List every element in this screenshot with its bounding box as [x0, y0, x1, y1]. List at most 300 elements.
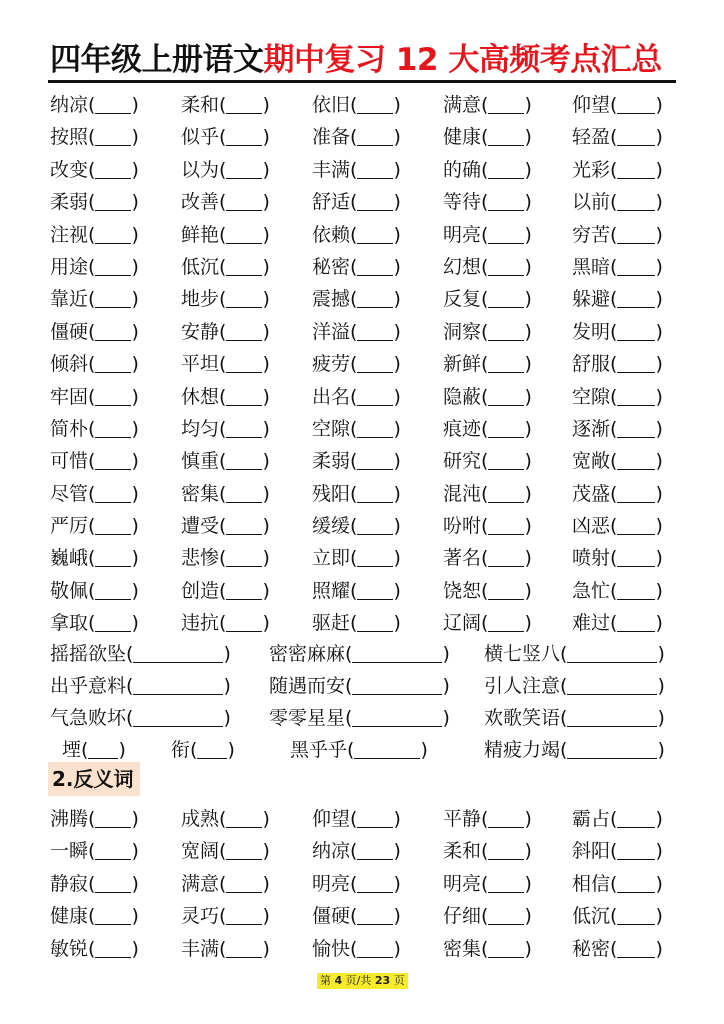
word-item: 秘密( ) — [572, 937, 663, 960]
answer-blank[interactable] — [357, 514, 393, 535]
word-item: 靠近( ) — [50, 288, 139, 311]
word-item: 僵硬( ) — [312, 905, 401, 928]
word-text: 成熟 — [181, 808, 220, 830]
answer-blank[interactable] — [357, 93, 393, 114]
word-item: 残阳( ) — [312, 482, 401, 505]
word-item: 凶恶( ) — [572, 515, 663, 538]
word-text: 柔和 — [443, 840, 482, 863]
answer-blank[interactable] — [95, 352, 131, 373]
word-item: 健康( ) — [50, 905, 139, 928]
word-text: 反复 — [443, 288, 482, 311]
answer-blank[interactable] — [226, 93, 262, 114]
word-item: 休想( ) — [181, 385, 270, 408]
word-text: 违抗 — [181, 612, 220, 635]
word-item: 平坦( ) — [181, 353, 270, 376]
answer-blank[interactable] — [617, 904, 655, 925]
answer-blank[interactable] — [488, 514, 524, 535]
word-text: 严厉 — [50, 515, 89, 538]
answer-blank[interactable] — [226, 611, 262, 632]
answer-blank[interactable] — [357, 579, 393, 600]
answer-blank[interactable] — [617, 807, 655, 828]
answer-blank[interactable] — [617, 287, 655, 308]
answer-blank[interactable] — [226, 546, 262, 567]
word-text: 宽阔 — [181, 840, 220, 863]
answer-blank[interactable] — [95, 839, 131, 860]
answer-blank[interactable] — [226, 482, 262, 503]
answer-blank[interactable] — [357, 611, 393, 632]
page-title — [50, 34, 690, 79]
answer-blank[interactable] — [488, 158, 524, 179]
answer-blank[interactable] — [357, 482, 393, 503]
idiom-row — [50, 670, 690, 702]
word-text: 茂盛 — [572, 482, 611, 505]
word-item: 改善( ) — [181, 191, 270, 214]
word-text: 难过 — [572, 612, 611, 635]
word-text: 等待 — [443, 191, 482, 214]
word-text: 著名 — [443, 547, 482, 570]
word-item: 静寂( ) — [50, 872, 139, 895]
word-text: 巍峨 — [50, 547, 89, 570]
page-title-red: 期中复习 12 大高频考点汇总 — [263, 42, 662, 78]
word-text: 按照 — [50, 126, 89, 149]
answer-blank[interactable] — [226, 320, 262, 341]
answer-blank[interactable] — [617, 937, 655, 958]
answer-blank[interactable] — [617, 872, 655, 893]
answer-blank[interactable] — [226, 255, 262, 276]
word-item: 等待( ) — [443, 191, 532, 214]
answer-blank[interactable] — [95, 449, 131, 470]
word-text: 僵硬 — [312, 905, 351, 928]
answer-blank[interactable] — [488, 546, 524, 567]
answer-blank[interactable] — [133, 642, 223, 663]
answer-blank[interactable] — [95, 579, 131, 600]
word-item: 混沌( ) — [443, 482, 532, 505]
word-text: 灵巧 — [181, 905, 220, 928]
idiom-item: 摇摇欲坠( ) — [50, 643, 231, 665]
word-text: 秘密 — [312, 255, 351, 278]
answer-blank[interactable] — [357, 937, 393, 958]
answer-blank[interactable] — [95, 320, 131, 341]
answer-blank[interactable] — [617, 579, 655, 600]
word-text: 疲劳 — [312, 353, 351, 376]
answer-blank[interactable] — [617, 190, 655, 211]
word-item: 急忙( ) — [572, 579, 663, 602]
word-item: 发明( ) — [572, 320, 663, 343]
answer-blank[interactable] — [226, 904, 262, 925]
word-item: 安静( ) — [181, 320, 270, 343]
answer-blank[interactable] — [226, 872, 262, 893]
word-item: 洞察( ) — [443, 320, 532, 343]
word-item: 洋溢( ) — [312, 320, 401, 343]
word-item: 僵硬( ) — [50, 320, 139, 343]
answer-blank[interactable] — [617, 839, 655, 860]
word-item: 仰望( ) — [572, 94, 663, 116]
word-text: 以前 — [572, 191, 611, 214]
word-text: 斜阳 — [572, 840, 611, 863]
answer-blank[interactable] — [488, 125, 524, 146]
word-text: 柔弱 — [312, 450, 351, 473]
answer-blank[interactable] — [357, 287, 393, 308]
word-item: 出名( ) — [312, 385, 401, 408]
answer-blank[interactable] — [226, 839, 262, 860]
word-text: 震撼 — [312, 288, 351, 311]
word-text: 幻想 — [443, 255, 482, 278]
answer-blank[interactable] — [352, 674, 442, 695]
word-item: 依旧( ) — [312, 94, 401, 116]
answer-blank[interactable] — [95, 904, 131, 925]
antonym-grid — [50, 803, 690, 965]
answer-blank[interactable] — [567, 738, 657, 759]
answer-blank[interactable] — [488, 449, 524, 470]
word-text: 倾斜 — [50, 353, 89, 376]
word-text: 黑暗 — [572, 255, 611, 278]
word-item: 舒服( ) — [572, 353, 663, 376]
word-item: 尽管( ) — [50, 482, 139, 505]
word-text: 明亮 — [443, 223, 482, 246]
answer-blank[interactable] — [226, 158, 262, 179]
answer-blank[interactable] — [226, 807, 262, 828]
answer-blank[interactable] — [357, 352, 393, 373]
word-text: 创造 — [181, 579, 220, 602]
word-item: 震撼( ) — [312, 288, 401, 311]
word-text: 照耀 — [312, 579, 351, 602]
answer-blank[interactable] — [357, 807, 393, 828]
word-item: 按照( ) — [50, 126, 139, 149]
word-text: 轻盈 — [572, 126, 611, 149]
answer-blank[interactable] — [488, 223, 524, 244]
word-item: 敬佩( ) — [50, 579, 139, 602]
answer-blank[interactable] — [226, 287, 262, 308]
answer-blank[interactable] — [95, 482, 131, 503]
word-item: 穷苦( ) — [572, 223, 663, 246]
answer-blank[interactable] — [488, 417, 524, 438]
answer-blank[interactable] — [133, 674, 223, 695]
word-item: 疲劳( ) — [312, 353, 401, 376]
answer-blank[interactable] — [488, 579, 524, 600]
answer-blank[interactable] — [617, 449, 655, 470]
word-item: 沸腾( ) — [50, 808, 139, 830]
word-text: 悲惨 — [181, 547, 220, 570]
word-item: 柔弱( ) — [312, 450, 401, 473]
answer-blank[interactable] — [488, 93, 524, 114]
word-text: 喷射 — [572, 547, 611, 570]
word-item: 悲惨( ) — [181, 547, 270, 570]
answer-blank[interactable] — [133, 706, 223, 727]
answer-blank[interactable] — [617, 223, 655, 244]
answer-blank[interactable] — [617, 385, 655, 406]
answer-blank[interactable] — [226, 190, 262, 211]
word-text: 残阳 — [312, 482, 351, 505]
word-text: 霸占 — [572, 808, 611, 830]
word-text: 简朴 — [50, 417, 89, 440]
answer-blank[interactable] — [488, 611, 524, 632]
word-item: 仔细( ) — [443, 905, 532, 928]
word-text: 研究 — [443, 450, 482, 473]
answer-blank[interactable] — [95, 872, 131, 893]
word-text: 仰望 — [572, 94, 611, 116]
word-item: 平静( ) — [443, 808, 532, 830]
idiom-item: 欢歌笑语( ) — [484, 707, 665, 729]
word-item: 的确( ) — [443, 158, 532, 181]
word-item: 鲜艳( ) — [181, 223, 270, 246]
word-item: 巍峨( ) — [50, 547, 139, 570]
answer-blank[interactable] — [357, 125, 393, 146]
word-item: 严厉( ) — [50, 515, 139, 538]
word-item: 一瞬( ) — [50, 840, 139, 863]
word-item: 轻盈( ) — [572, 126, 663, 149]
section-heading-antonyms: 2.反义词 — [48, 762, 140, 796]
word-text: 安静 — [181, 320, 220, 343]
answer-blank[interactable] — [488, 482, 524, 503]
word-item: 仰望( ) — [312, 808, 401, 830]
answer-blank[interactable] — [357, 449, 393, 470]
word-item: 低沉( ) — [572, 905, 663, 928]
answer-blank[interactable] — [226, 385, 262, 406]
word-text: 发明 — [572, 320, 611, 343]
answer-blank[interactable] — [95, 546, 131, 567]
answer-blank[interactable] — [352, 642, 442, 663]
answer-blank[interactable] — [197, 738, 227, 759]
word-item: 密集( ) — [181, 482, 270, 505]
word-text: 吩咐 — [443, 515, 482, 538]
word-item: 成熟( ) — [181, 808, 270, 830]
word-item: 依赖( ) — [312, 223, 401, 246]
word-text: 愉快 — [312, 937, 351, 960]
answer-blank[interactable] — [226, 937, 262, 958]
answer-blank[interactable] — [567, 706, 657, 727]
word-text: 凶恶 — [572, 515, 611, 538]
word-text: 辽阔 — [443, 612, 482, 635]
word-text: 逐渐 — [572, 417, 611, 440]
answer-blank[interactable] — [95, 255, 131, 276]
answer-blank[interactable] — [617, 320, 655, 341]
answer-blank[interactable] — [488, 287, 524, 308]
idiom-item: 出乎意料( ) — [50, 675, 231, 697]
word-text: 仰望 — [312, 808, 351, 830]
word-item: 柔和( ) — [443, 840, 532, 863]
idiom-row — [50, 638, 690, 670]
word-text: 密集 — [443, 937, 482, 960]
word-item: 著名( ) — [443, 547, 532, 570]
word-item: 健康( ) — [443, 126, 532, 149]
word-item: 反复( ) — [443, 288, 532, 311]
answer-blank[interactable] — [226, 449, 262, 470]
word-text: 牢固 — [50, 385, 89, 408]
word-text: 遭受 — [181, 515, 220, 538]
word-item: 难过( ) — [572, 612, 663, 635]
word-text: 空隙 — [572, 385, 611, 408]
answer-blank[interactable] — [95, 937, 131, 958]
word-text: 静寂 — [50, 872, 89, 895]
word-item: 驱赶( ) — [312, 612, 401, 635]
word-item: 以前( ) — [572, 191, 663, 214]
answer-blank[interactable] — [488, 839, 524, 860]
idiom-row — [50, 702, 690, 734]
answer-blank[interactable] — [488, 904, 524, 925]
idiom-item: 气急败坏( ) — [50, 707, 231, 729]
answer-blank[interactable] — [352, 706, 442, 727]
title-underline — [48, 80, 676, 83]
word-text: 以为 — [181, 158, 220, 181]
answer-blank[interactable] — [226, 579, 262, 600]
answer-blank[interactable] — [95, 385, 131, 406]
word-text: 痕迹 — [443, 417, 482, 440]
word-text: 丰满 — [312, 158, 351, 181]
word-item: 相信( ) — [572, 872, 663, 895]
word-text: 饶恕 — [443, 579, 482, 602]
answer-blank[interactable] — [357, 223, 393, 244]
word-item: 丰满( ) — [181, 937, 270, 960]
word-text: 纳凉 — [312, 840, 351, 863]
idiom-item: 引人注意( ) — [484, 675, 665, 697]
answer-blank[interactable] — [357, 320, 393, 341]
word-item: 舒适( ) — [312, 191, 401, 214]
word-item: 黑乎乎( ) — [290, 739, 428, 761]
answer-blank[interactable] — [226, 125, 262, 146]
answer-blank[interactable] — [95, 125, 131, 146]
word-item: 均匀( ) — [181, 417, 270, 440]
answer-blank[interactable] — [357, 385, 393, 406]
word-item: 立即( ) — [312, 547, 401, 570]
answer-blank[interactable] — [617, 93, 655, 114]
answer-blank[interactable] — [617, 158, 655, 179]
word-item: 秘密( ) — [312, 255, 401, 278]
answer-blank[interactable] — [95, 807, 131, 828]
answer-blank[interactable] — [488, 937, 524, 958]
word-item: 改变( ) — [50, 158, 139, 181]
answer-blank[interactable] — [488, 320, 524, 341]
word-item: 遭受( ) — [181, 515, 270, 538]
word-item: 创造( ) — [181, 579, 270, 602]
word-text: 低沉 — [572, 905, 611, 928]
word-text: 的确 — [443, 158, 482, 181]
word-text: 改善 — [181, 191, 220, 214]
word-item: 愉快( ) — [312, 937, 401, 960]
word-text: 洋溢 — [312, 320, 351, 343]
word-text: 可惜 — [50, 450, 89, 473]
word-item: 斜阳( ) — [572, 840, 663, 863]
word-item: 违抗( ) — [181, 612, 270, 635]
answer-blank[interactable] — [357, 417, 393, 438]
word-item: 幻想( ) — [443, 255, 532, 278]
idiom-item: 密密麻麻( ) — [269, 643, 450, 665]
word-text: 僵硬 — [50, 320, 89, 343]
word-text: 柔和 — [181, 94, 220, 116]
answer-blank[interactable] — [95, 287, 131, 308]
word-item: 满意( ) — [181, 872, 270, 895]
answer-blank[interactable] — [88, 738, 118, 759]
word-item: 似乎( ) — [181, 126, 270, 149]
answer-blank[interactable] — [488, 352, 524, 373]
answer-blank[interactable] — [357, 255, 393, 276]
word-text: 立即 — [312, 547, 351, 570]
word-text: 健康 — [50, 905, 89, 928]
answer-blank[interactable] — [617, 514, 655, 535]
word-item: 慎重( ) — [181, 450, 270, 473]
answer-blank[interactable] — [357, 839, 393, 860]
word-text: 依旧 — [312, 94, 351, 116]
answer-blank[interactable] — [95, 223, 131, 244]
word-text: 穷苦 — [572, 223, 611, 246]
answer-blank[interactable] — [567, 674, 657, 695]
answer-blank[interactable] — [617, 417, 655, 438]
answer-blank[interactable] — [226, 352, 262, 373]
word-text: 地步 — [181, 288, 220, 311]
answer-blank[interactable] — [95, 611, 131, 632]
answer-blank[interactable] — [617, 255, 655, 276]
word-item: 纳凉( ) — [312, 840, 401, 863]
answer-blank[interactable] — [95, 514, 131, 535]
word-item: 新鲜( ) — [443, 353, 532, 376]
word-text: 新鲜 — [443, 353, 482, 376]
word-text: 秘密 — [572, 937, 611, 960]
word-item: 密集( ) — [443, 937, 532, 960]
answer-blank[interactable] — [226, 514, 262, 535]
answer-blank[interactable] — [95, 417, 131, 438]
answer-blank[interactable] — [488, 190, 524, 211]
idiom-row — [50, 734, 690, 766]
answer-blank[interactable] — [357, 904, 393, 925]
answer-blank[interactable] — [95, 190, 131, 211]
word-text: 靠近 — [50, 288, 89, 311]
answer-blank[interactable] — [357, 190, 393, 211]
answer-blank[interactable] — [357, 158, 393, 179]
word-text: 用途 — [50, 255, 89, 278]
word-text: 急忙 — [572, 579, 611, 602]
answer-blank[interactable] — [617, 125, 655, 146]
idiom-item: 精疲力竭( ) — [484, 739, 665, 761]
answer-blank[interactable] — [617, 546, 655, 567]
word-text: 明亮 — [443, 872, 482, 895]
word-item: 隐蔽( ) — [443, 385, 532, 408]
word-item: 茂盛( ) — [572, 482, 663, 505]
word-text: 慎重 — [181, 450, 220, 473]
word-item: 明亮( ) — [443, 872, 532, 895]
word-text: 注视 — [50, 223, 89, 246]
answer-blank[interactable] — [617, 482, 655, 503]
answer-blank[interactable] — [617, 611, 655, 632]
word-item: 灵巧( ) — [181, 905, 270, 928]
word-item: 躲避( ) — [572, 288, 663, 311]
answer-blank[interactable] — [617, 352, 655, 373]
answer-blank[interactable] — [226, 223, 262, 244]
word-text: 光彩 — [572, 158, 611, 181]
answer-blank[interactable] — [354, 738, 420, 759]
word-item: 用途( ) — [50, 255, 139, 278]
answer-blank[interactable] — [488, 872, 524, 893]
word-text: 均匀 — [181, 417, 220, 440]
word-item: 地步( ) — [181, 288, 270, 311]
word-text: 驱赶 — [312, 612, 351, 635]
word-item: 衔( ) — [171, 739, 235, 761]
answer-blank[interactable] — [226, 417, 262, 438]
answer-blank[interactable] — [488, 385, 524, 406]
answer-blank[interactable] — [95, 93, 131, 114]
word-text: 密集 — [181, 482, 220, 505]
answer-blank[interactable] — [488, 807, 524, 828]
word-item: 喷射( ) — [572, 547, 663, 570]
answer-blank[interactable] — [488, 255, 524, 276]
answer-blank[interactable] — [95, 158, 131, 179]
idiom-item: 随遇而安( ) — [269, 675, 450, 697]
word-item: 宽阔( ) — [181, 840, 270, 863]
answer-blank[interactable] — [357, 872, 393, 893]
answer-blank[interactable] — [357, 546, 393, 567]
word-text: 准备 — [312, 126, 351, 149]
word-text: 纳凉 — [50, 94, 89, 116]
word-item: 低沉( ) — [181, 255, 270, 278]
answer-blank[interactable] — [567, 642, 657, 663]
